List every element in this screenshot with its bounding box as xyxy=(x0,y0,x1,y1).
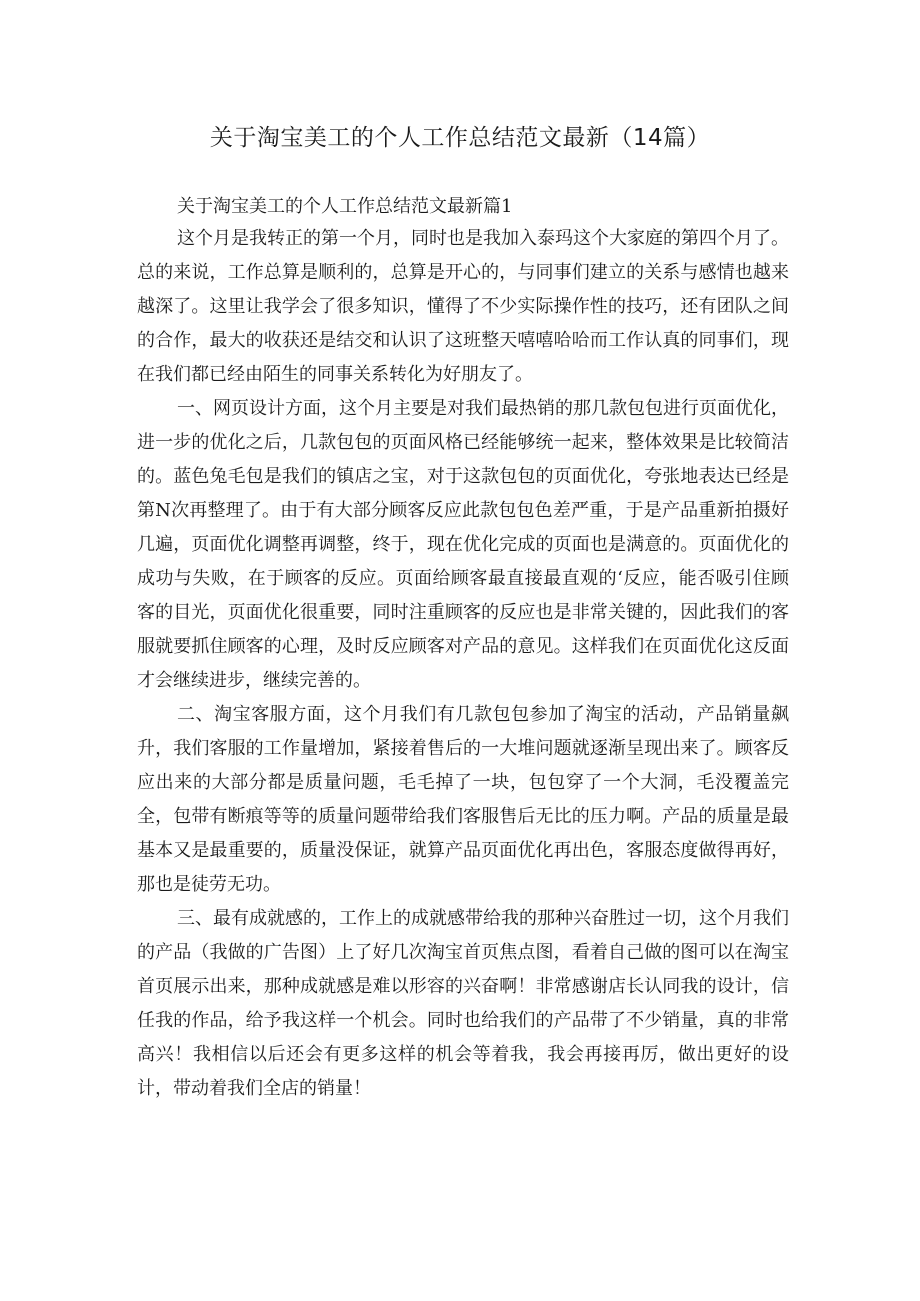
paragraph-intro: 这个月是我转正的第一个月，同时也是我加入泰玛这个大家庭的第四个月了。总的来说，工作总算是顺利的，总算是开心的，与同事们建立的关系与感情也越来越深了。这里让我学会了很多知识，懂得了不少实际操作性的技巧，还有团队之间的合作，最大的收获还是结交和认识了这班整天嘻嘻哈哈而工作认真的同事们，现在我们都已经由陌生的同事关系转化为好朋友了。 xyxy=(137,228,789,385)
section-heading: 关于淘宝美工的个人工作总结范文最新篇1 xyxy=(177,196,513,217)
paragraph-customer-service: 二、淘宝客服方面，这个月我们有几款包包参加了淘宝的活动，产品销量飙升，我们客服的工作量增加，紧接着售后的一大堆问题就逐渐呈现出来了。顾客反应出来的大部分都是质量问题，毛毛掉了一块，包包穿了一个大洞，毛没覆盖完全，包带有断痕等等的质量问题带给我们客服售后无比的压力啊。产品的质量是最基本又是最重要的，质量没保证，就算产品页面优化再出色，客服态度做得再好，那也是徒劳无功。 xyxy=(137,704,789,895)
document-body xyxy=(137,192,789,1106)
paragraph-web-design: 一、网页设计方面，这个月主要是对我们最热销的那几款包包进行页面优化，进一步的优化之后，几款包包的页面风格已经能够统一起来，整体效果是比较简洁的。蓝色兔毛包是我们的镇店之宝，对于这款包包的页面优化，夸张地表达已经是第N次再整理了。由于有大部分顾客反应此款包包色差严重，于是产品重新拍摄好几遍，页面优化调整再调整，终于，现在优化完成的页面也是满意的。页面优化的成功与失败，在于顾客的反应。页面给顾客最直接最直观的‘反应，能否吸引住顾客的目光，页面优化很重要，同时注重顾客的反应也是非常关键的，因此我们的客服就要抓住顾客的心理，及时反应顾客对产品的意见。这样我们在页面优化这反面才会继续进步，继续完善的。 xyxy=(137,398,789,691)
document-title: 关于淘宝美工的个人工作总结范文最新（14篇） xyxy=(209,125,711,151)
paragraph-achievement: 三、最有成就感的，工作上的成就感带给我的那种兴奋胜过一切，这个月我们的产品（我做的广告图）上了好几次淘宝首页焦点图，看着自己做的图可以在淘宝首页展示出来，那种成就感是难以形容的兴奋啊！非常感谢店长认同我的设计，信任我的作品，给予我这样一个机会。同时也给我们的产品带了不少销量，真的非常高兴！我相信以后还会有更多这样的机会等着我，我会再接再厉，做出更好的设计，带动着我们全店的销量！ xyxy=(137,908,789,1099)
